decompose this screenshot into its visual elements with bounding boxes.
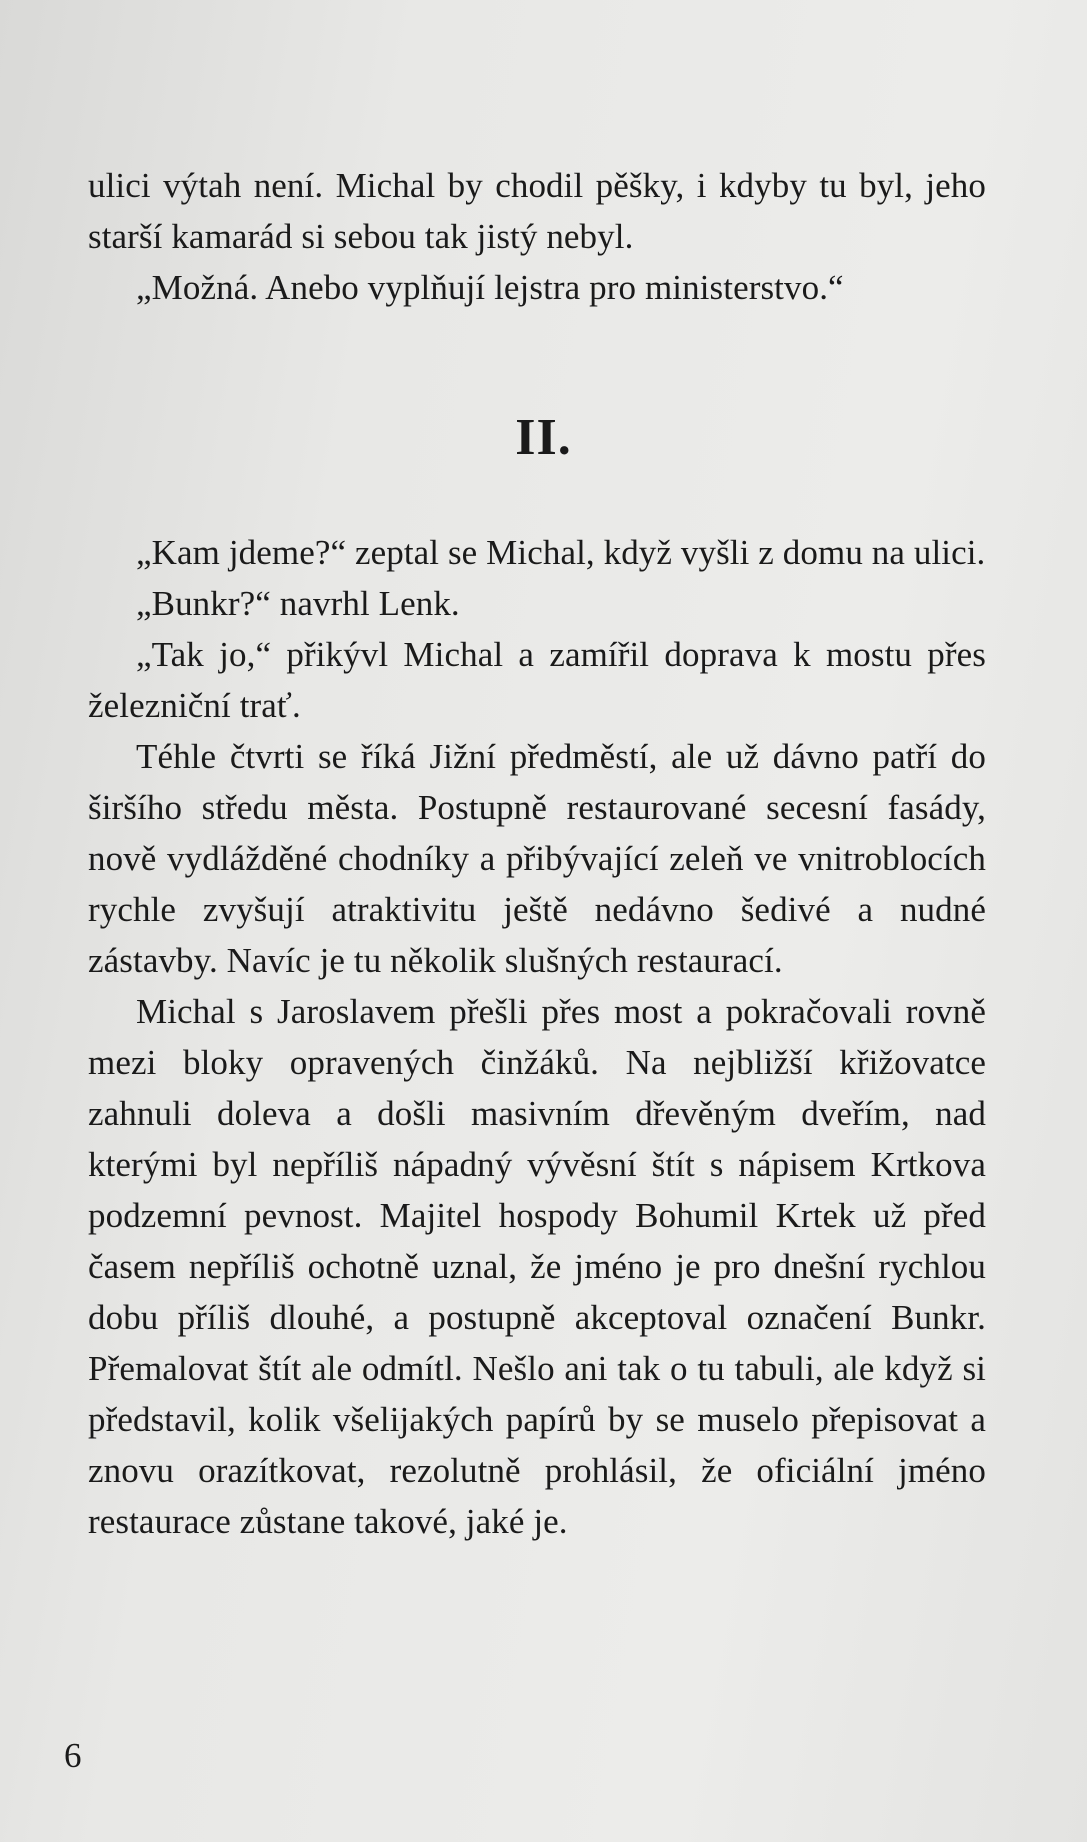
paragraph-dialogue: „Možná. Anebo vyplňují lejstra pro ministerstvo.“	[136, 268, 844, 307]
paragraph-continued: ulici výtah není. Michal by chodil pěšky, i kdyby tu byl, jeho starší kamarád si sebou tak jistý nebyl.	[88, 166, 986, 256]
intro-text	[88, 160, 986, 313]
paragraph: Michal s Jaroslavem přešli přes most a pokračovali rovně mezi bloky opravených činžáků. Na nejbližší křižovatce zahnuli doleva a došli masivním dřevěným dveřím, nad kterými byl nepříliš nápadný vývěsní štít s nápisem Krtkova podzemní pevnost. Majitel hospody Bohumil Krtek už před časem nepříliš ochotně uznal, že jméno je pro dnešní rychlou dobu příliš dlouhé, a postupně akceptoval označení Bunkr. Přemalovat štít ale odmítl. Nešlo ani tak o tu tabuli, ale když si představil, kolik všelijakých papírů by se muselo přepisovat a znovu orazítkovat, rezolutně prohlásil, že oficiální jméno restaurace zůstane takové, jaké je.	[88, 992, 986, 1541]
paragraph: „Bunkr?“ navrhl Lenk.	[136, 584, 460, 623]
chapter-heading: II.	[515, 409, 572, 466]
paragraph: „Kam jdeme?“ zeptal se Michal, když vyšli z domu na ulici.	[136, 533, 986, 572]
page-number: 6	[64, 1736, 82, 1775]
chapter-text	[88, 527, 986, 1547]
paragraph: Téhle čtvrti se říká Jižní předměstí, ale už dávno patří do širšího středu města. Postupně restaurované secesní fasády, nově vydlážděné chodníky a přibývající zeleň ve vnitroblocích rychle zvyšují atraktivitu ještě nedávno šedivé a nudné zástavby. Navíc je tu několik slušných restaurací.	[88, 737, 986, 980]
paragraph: „Tak jo,“ přikývl Michal a zamířil doprava k mostu přes železniční trať.	[88, 635, 986, 725]
